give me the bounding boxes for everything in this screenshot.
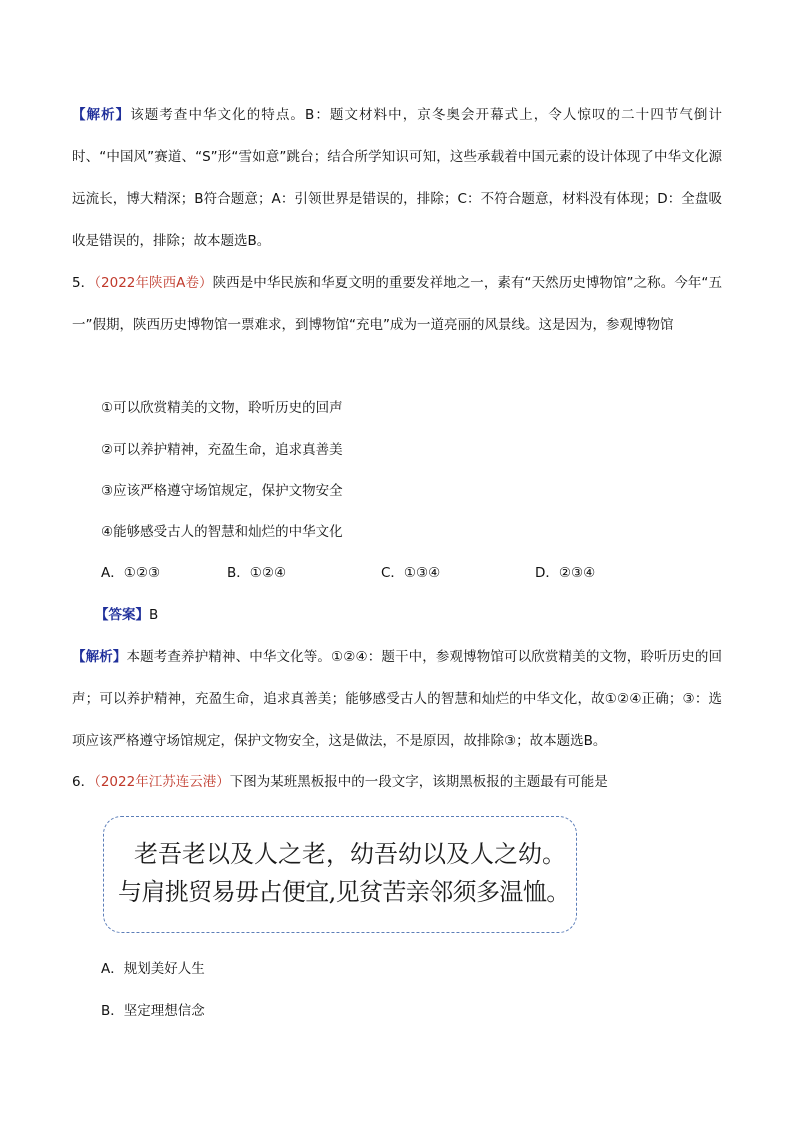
q5-item-1: ①可以欣赏精美的文物，聆听历史的回声 bbox=[101, 400, 343, 416]
q6-source: （2022年江苏连云港） bbox=[94, 774, 230, 790]
q5-stem bbox=[72, 262, 722, 346]
quote-line-2: 与肩挑贸易毋占便宜,见贫苦亲邻须多温恤。 bbox=[118, 878, 570, 906]
q5-item-2: ②可以养护精神，充盈生命，追求真善美 bbox=[101, 442, 343, 458]
q5-analysis-label: 【解析】 bbox=[72, 649, 127, 665]
q6-option-b: B．坚定理想信念 bbox=[101, 1003, 205, 1019]
quote-line-1: 老吾老以及人之老，幼吾幼以及人之幼。 bbox=[134, 840, 566, 868]
blackboard-quote-box bbox=[103, 816, 577, 933]
q6-stem-text: 下图为某班黑板报中的一段文字，该期黑板报的主题最有可能是 bbox=[229, 774, 608, 790]
q5-stem-text: 陕西是中华民族和华夏文明的重要发祥地之一，素有“天然历史博物馆”之称。今年“五一”假期，陕西历史博物馆一票难求，到博物馆“充电”成为一道亮丽的风景线。这是因为，参观博物馆 bbox=[72, 275, 722, 333]
q5-option-a: A．①②③ bbox=[101, 565, 161, 581]
q5-answer bbox=[95, 605, 158, 625]
q5-item-3: ③应该严格遵守场馆规定，保护文物安全 bbox=[101, 483, 343, 499]
q6-option-a: A．规划美好人生 bbox=[101, 961, 205, 977]
q5-source: （2022年陕西A卷） bbox=[94, 275, 213, 291]
analysis-label: 【解析】 bbox=[72, 107, 131, 123]
q5-analysis bbox=[72, 636, 722, 762]
q5-analysis-text: 本题考查养护精神、中华文化等。①②④：题干中，参观博物馆可以欣赏精美的文物，聆听历史的回声；可以养护精神，充盈生命，追求真善美；能够感受古人的智慧和灿烂的中华文化，故①②④正确；③：选项应该严格遵守场馆规定，保护文物安全，这是做法，不是原因，故排除③；故本题选B。 bbox=[72, 649, 722, 749]
q5-number: 5． bbox=[72, 275, 95, 291]
q5-item-4: ④能够感受古人的智慧和灿烂的中华文化 bbox=[101, 524, 343, 540]
q4-analysis-text: 该题考查中华文化的特点。B：题文材料中，京冬奥会开幕式上，令人惊叹的二十四节气倒计时、“中国风”赛道、“S”形“雪如意”跳台；结合所学知识可知，这些承载着中国元素的设计体现了中华文化源远流长，博大精深；B符合题意；A：引领世界是错误的，排除；C：不符合题意，材料没有体现；D：全盘吸收是错误的，排除；故本题选B。 bbox=[72, 107, 722, 249]
q5-option-d: D．②③④ bbox=[535, 565, 596, 581]
q6-number: 6． bbox=[72, 774, 95, 790]
q6-stem bbox=[72, 772, 608, 792]
q5-option-c: C．①③④ bbox=[381, 565, 441, 581]
q4-analysis bbox=[72, 94, 722, 262]
q5-option-b: B．①②④ bbox=[227, 565, 287, 581]
q5-answer-value: B bbox=[149, 607, 159, 623]
answer-label: 【答案】 bbox=[95, 607, 149, 623]
